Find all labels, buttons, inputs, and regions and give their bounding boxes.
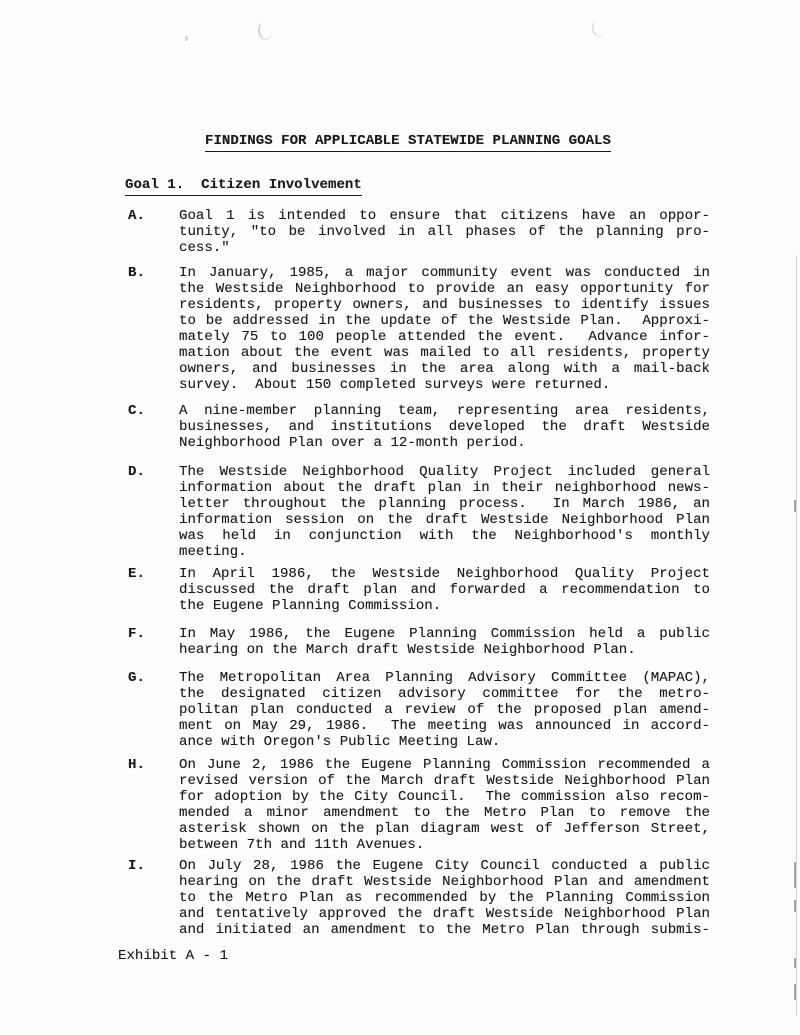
finding-label: G. [128,670,145,686]
finding-line: The Westside Neighborhood Quality Project included general [179,464,710,480]
finding-line: In April 1986, the Westside Neighborhood Quality Project [179,566,710,582]
finding-line: In January, 1985, a major community event was conducted in [179,265,710,281]
finding-line: On June 2, 1986 the Eugene Planning Commission recommended a [179,757,710,773]
finding-line: survey. About 150 completed surveys were returned. [179,377,611,393]
finding-line: information about the draft plan in their neighborhood news- [179,480,710,496]
finding-line: mately 75 to 100 people attended the event. Advance infor- [179,329,710,345]
finding-item [128,265,710,393]
finding-label: I. [128,858,145,874]
finding-line: Neighborhood Plan over a 12-month period. [179,435,526,451]
finding-item [128,858,710,938]
finding-item [128,626,710,658]
scan-artifact [794,958,796,968]
finding-label: H. [128,757,145,773]
finding-label: E. [128,566,145,582]
finding-lines [179,403,710,451]
finding-label: F. [128,626,145,642]
finding-line: In May 1986, the Eugene Planning Commission held a public [179,626,710,642]
scan-artifact [257,21,273,41]
goal-1-heading: Goal 1. Citizen Involvement [125,177,362,196]
finding-line: hearing on the draft Westside Neighborhood Plan and amendment [179,874,710,890]
exhibit-footer: Exhibit A - 1 [118,948,228,964]
finding-line: Goal 1 is intended to ensure that citizens have an oppor- [179,208,710,224]
finding-line: was held in conjunction with the Neighborhood's monthly [179,528,710,544]
finding-lines [179,566,710,614]
finding-item [128,208,710,256]
scan-artifact [794,984,796,1000]
finding-line: the Westside Neighborhood to provide an easy opportunity for [179,281,710,297]
finding-line: ance with Oregon's Public Meeting Law. [179,734,501,750]
finding-item [128,757,710,853]
finding-label: D. [128,464,145,480]
scan-artifact [185,36,188,41]
finding-line: asterisk shown on the plan diagram west of Jefferson Street, [179,821,710,837]
finding-line: cess." [179,240,230,256]
finding-line: ment on May 29, 1986. The meeting was announced in accord- [179,718,710,734]
finding-line: The Metropolitan Area Planning Advisory Committee (MAPAC), [179,670,710,686]
finding-line: to the Metro Plan as recommended by the Planning Commission [179,890,710,906]
finding-lines [179,858,710,938]
finding-line: information session on the draft Westside Neighborhood Plan [179,512,710,528]
finding-line: A nine-member planning team, representing area residents, [179,403,710,419]
finding-label: B. [128,265,145,281]
finding-item [128,403,710,451]
finding-line: the Eugene Planning Commission. [179,598,442,614]
finding-line: politan plan conducted a review of the proposed plan amend- [179,702,710,718]
finding-line: revised version of the March draft Westside Neighborhood Plan [179,773,710,789]
finding-line: mended a minor amendment to the Metro Plan to remove the [179,805,710,821]
finding-lines [179,670,710,750]
finding-lines [179,265,710,393]
right-edge-scan-line [796,255,797,1015]
finding-line: to be addressed in the update of the Westside Plan. Approxi- [179,313,710,329]
finding-item [128,464,710,560]
scan-artifact [794,900,796,912]
finding-line: letter throughout the planning process. In March 1986, an [179,496,710,512]
finding-label: A. [128,208,145,224]
finding-line: for adoption by the City Council. The commission also recom- [179,789,710,805]
finding-lines [179,757,710,853]
finding-line: businesses, and institutions developed the draft Westside [179,419,710,435]
scan-artifact [794,862,796,888]
finding-line: owners, and businesses in the area along with a mail-back [179,361,710,377]
finding-label: C. [128,403,145,419]
finding-lines [179,208,710,256]
finding-lines [179,626,710,658]
finding-line: residents, property owners, and businesses to identify issues [179,297,710,313]
finding-line: and initiated an amendment to the Metro Plan through submis- [179,922,710,938]
finding-line: and tentatively approved the draft Westside Neighborhood Plan [179,906,710,922]
finding-item [128,566,710,614]
scan-artifact [591,19,608,38]
finding-line: mation about the event was mailed to all residents, property [179,345,710,361]
finding-line: discussed the draft plan and forwarded a recommendation to [179,582,710,598]
finding-lines [179,464,710,560]
finding-item [128,670,710,750]
finding-line: tunity, "to be involved in all phases of the planning pro- [179,224,710,240]
finding-line: between 7th and 11th Avenues. [179,837,425,853]
document-title: FINDINGS FOR APPLICABLE STATEWIDE PLANNING GOALS [205,133,611,152]
finding-line: hearing on the March draft Westside Neighborhood Plan. [179,642,636,658]
scan-artifact [794,500,796,512]
finding-line: On July 28, 1986 the Eugene City Council conducted a public [179,858,710,874]
finding-line: meeting. [179,544,247,560]
finding-line: the designated citizen advisory committee for the metro- [179,686,710,702]
